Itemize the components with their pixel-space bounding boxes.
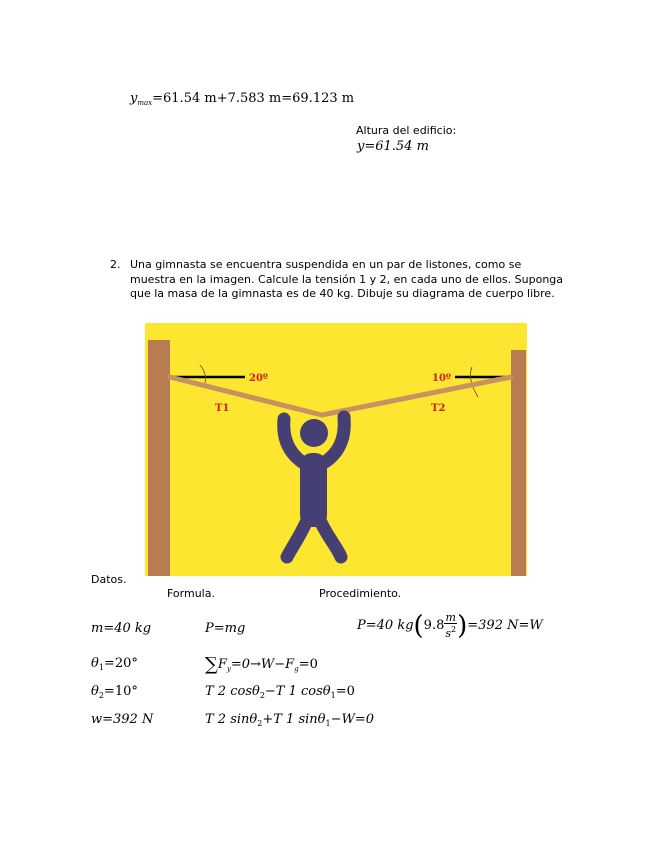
- ymax-subscript: max: [137, 99, 153, 107]
- gymnast-torso: [300, 453, 327, 527]
- theta1-value: =20°: [103, 656, 138, 671]
- f3-end: =0: [335, 684, 355, 699]
- procedure-rhs: =392 N=W: [467, 618, 543, 633]
- t1-label: T1: [215, 403, 230, 414]
- close-paren: ): [457, 611, 468, 641]
- f4-sub2: 1: [325, 719, 331, 728]
- force-balance-end: =0: [298, 657, 318, 672]
- procedure-fraction: [444, 612, 457, 639]
- denominator-base: s: [445, 627, 452, 640]
- theta1-subscript: 1: [98, 663, 104, 672]
- datos-theta1: [91, 656, 138, 672]
- f3-sub1: 2: [259, 691, 265, 700]
- formula-header: Formula.: [167, 587, 215, 600]
- f3-part1: T 2 cosθ: [205, 684, 260, 699]
- f4-part1: T 2 sinθ: [205, 712, 258, 727]
- right-post: [511, 350, 526, 576]
- t2-label: T2: [431, 403, 446, 414]
- angle-left-label: 20º: [249, 373, 268, 384]
- datos-weight: w=392 N: [91, 712, 154, 727]
- gymnast-figure: [145, 323, 527, 576]
- ymax-equation: [130, 91, 354, 107]
- altura-equation: y=61.54 m: [357, 139, 429, 154]
- procedure-equation: [357, 611, 543, 641]
- summation-symbol: ∑: [205, 654, 218, 675]
- denominator-exponent: 2: [451, 625, 457, 634]
- formula-vertical: [205, 712, 374, 728]
- fraction-denominator: [444, 624, 457, 639]
- f4-end: −W=0: [330, 712, 374, 727]
- datos-header: Datos.: [91, 573, 127, 586]
- f4-sub1: 2: [257, 719, 263, 728]
- gymnast-head: [300, 419, 328, 447]
- fraction-numerator: m: [445, 611, 456, 624]
- open-paren: (: [413, 611, 424, 641]
- formula-horizontal: [205, 684, 355, 700]
- theta2-symbol: θ: [91, 684, 99, 699]
- force-subscript: y: [226, 665, 231, 673]
- f3-part2: −T 1 cosθ: [264, 684, 331, 699]
- formula-sum-forces: [205, 654, 318, 675]
- procedure-lhs: P=40 kg: [357, 618, 414, 633]
- theta2-subscript: 2: [98, 691, 104, 700]
- f3-sub2: 1: [330, 691, 336, 700]
- angle-right-label: 10º: [432, 373, 451, 384]
- force-balance: =0→W−F: [230, 657, 295, 672]
- problem-text: Una gimnasta se encuentra suspendida en un par de listones, como se muestra en la imagen. Calcule la tensión 1 y 2, en cada uno de ellos. Suponga que la masa de la gimnasta es de 40 kg. Dibuje su diagrama de cuerpo libre.: [130, 258, 564, 300]
- formula-weight: P=mg: [205, 621, 246, 636]
- altura-label: Altura del edificio:: [356, 124, 457, 137]
- procedimiento-header: Procedimiento.: [319, 587, 402, 600]
- ymax-symbol: y: [130, 91, 138, 106]
- f4-part2: +T 1 sinθ: [262, 712, 326, 727]
- force-symbol: F: [217, 657, 227, 672]
- datos-theta2: [91, 684, 138, 700]
- problem-number: 2.: [110, 258, 121, 271]
- theta2-value: =10°: [103, 684, 138, 699]
- procedure-coefficient: 9.8: [423, 618, 445, 633]
- theta1-symbol: θ: [91, 656, 99, 671]
- datos-mass: m=40 kg: [91, 621, 152, 636]
- left-post: [148, 340, 170, 576]
- force-g-subscript: g: [294, 665, 299, 673]
- ymax-value: =61.54 m+7.583 m=69.123 m: [152, 91, 355, 106]
